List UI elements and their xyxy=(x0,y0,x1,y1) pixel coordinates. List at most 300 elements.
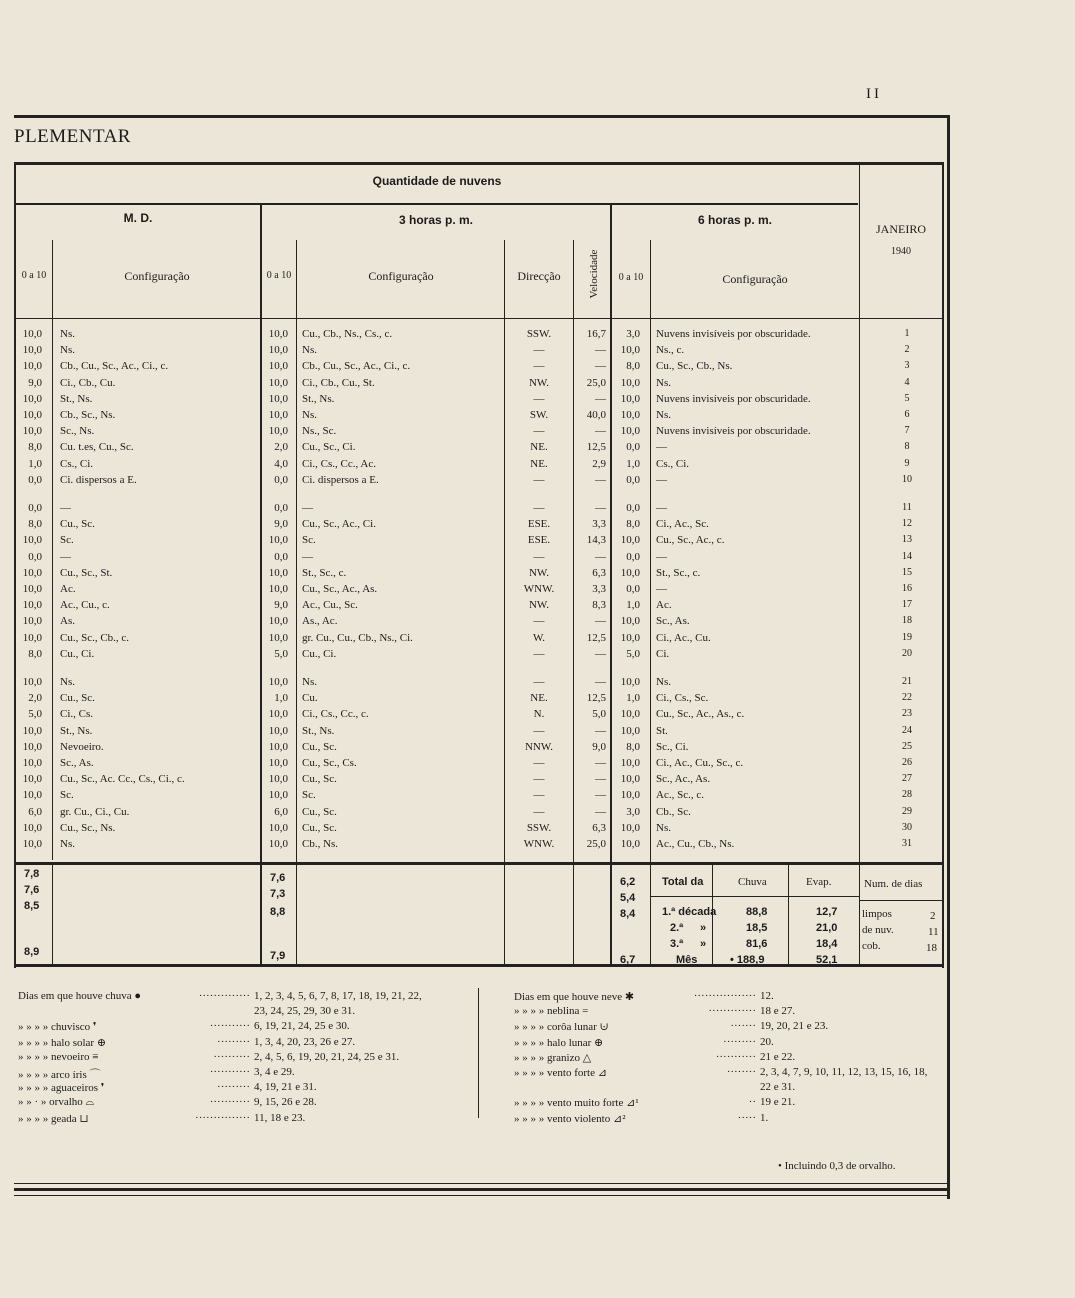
sum-6h-2: 5,4 xyxy=(620,892,636,904)
cell-a: 0,0 xyxy=(28,550,42,563)
cell-e: — xyxy=(533,473,545,486)
table-row xyxy=(14,599,934,615)
cell-h: Cb., Sc. xyxy=(656,805,691,818)
limpos-value: 2 xyxy=(930,910,936,922)
cell-d: Cu., Ci. xyxy=(302,647,337,660)
cell-a: 10,0 xyxy=(22,328,42,340)
cell-f: 3,3 xyxy=(592,583,606,595)
sum-chuva-3: 81,6 xyxy=(746,938,768,950)
cell-i: 4 xyxy=(904,376,910,388)
cell-d: Ac., Cu., Sc. xyxy=(302,599,358,612)
footer-value: 20. xyxy=(760,1035,774,1048)
cell-d: — xyxy=(302,550,313,563)
cell-d: Cu., Sc. xyxy=(302,805,337,818)
cell-e: — xyxy=(533,724,545,737)
cell-f: 8,3 xyxy=(592,599,606,612)
cell-a: 0,0 xyxy=(28,502,42,514)
cell-h: St. xyxy=(656,724,668,737)
cell-f: 6,3 xyxy=(592,566,606,579)
footer-value: 1. xyxy=(760,1111,769,1124)
footer-value: 3, 4 e 29. xyxy=(254,1066,295,1078)
cell-h: Cu., Sc., Ac., As., c. xyxy=(656,708,745,721)
cell-h: Ns. xyxy=(656,676,671,688)
cell-d: Ci., Cs., Cc., c. xyxy=(302,708,369,721)
cell-e: — xyxy=(533,344,545,357)
cell-d: Cu., Sc., Cs. xyxy=(302,757,357,769)
footer-label: » » » » geada ⊔ xyxy=(18,1112,89,1125)
table-row xyxy=(14,692,934,708)
sum-3h-4: 7,9 xyxy=(270,950,286,962)
sum-evap-2: 21,0 xyxy=(816,922,838,934)
de-nuv-value: 11 xyxy=(928,926,939,938)
cell-e: — xyxy=(533,647,545,660)
cell-c: 0,0 xyxy=(274,473,288,486)
cell-e: — xyxy=(533,805,545,818)
footer-dots: ··········· xyxy=(209,1020,250,1033)
header-3h: 3 horas p. m. xyxy=(398,213,474,227)
cell-h: Ci., Cs., Sc. xyxy=(656,692,709,705)
footer-value: 11, 18 e 23. xyxy=(254,1111,306,1124)
cell-a: 10,0 xyxy=(22,757,42,769)
header-scale-3h: 0 a 10 xyxy=(266,270,292,281)
footer-value: 19 e 21. xyxy=(760,1096,796,1109)
cell-d: Ci., Cb., Cu., St. xyxy=(302,376,375,389)
cell-h: Ac., Cu., Cb., Ns. xyxy=(656,838,735,850)
sum-evap-4: 52,1 xyxy=(816,954,838,966)
cell-b: Cu., Sc., Cb., c. xyxy=(60,631,130,644)
header-6h: 6 horas p. m. xyxy=(697,213,773,227)
cell-d: Cu., Sc., Ci. xyxy=(302,441,356,454)
cell-c: 10,0 xyxy=(268,409,288,421)
cell-h: Cu., Sc., Cb., Ns. xyxy=(656,360,733,373)
cell-c: 2,0 xyxy=(274,441,288,454)
cell-c: 9,0 xyxy=(274,518,288,531)
cell-i: 1 xyxy=(904,328,910,339)
cell-a: 10,0 xyxy=(22,838,42,850)
table-row xyxy=(14,474,934,490)
cell-e: ESE. xyxy=(527,518,551,531)
cell-f: 14,3 xyxy=(586,534,606,547)
cell-a: 2,0 xyxy=(28,692,42,705)
footer-value: 18 e 27. xyxy=(760,1005,796,1018)
cell-c: 10,0 xyxy=(268,344,288,357)
header-scale-6h: 0 a 10 xyxy=(618,272,644,283)
cell-e: NE. xyxy=(530,692,548,705)
cell-b: Ns. xyxy=(60,838,75,850)
sum-chuva-1: 88,8 xyxy=(746,906,768,918)
table-row xyxy=(14,725,934,741)
cell-c: 10,0 xyxy=(268,534,288,547)
cell-d: Sc. xyxy=(302,534,316,547)
limpos-label: limpos xyxy=(862,908,892,920)
sum-md-1: 7,8 xyxy=(24,868,40,880)
table-row xyxy=(14,567,934,583)
cell-e: — xyxy=(533,550,545,563)
cell-c: 10,0 xyxy=(268,566,288,579)
cell-b: As. xyxy=(60,615,75,628)
table-row xyxy=(14,583,934,599)
table-row xyxy=(14,458,934,474)
cell-h: Nuvens invisíveis por obscuridade. xyxy=(656,328,811,340)
cell-a: 10,0 xyxy=(22,534,42,547)
cell-i: 30 xyxy=(902,821,912,833)
footer-dots: ··········· xyxy=(209,1066,250,1078)
cell-g: 8,0 xyxy=(626,360,640,373)
cell-g: 10,0 xyxy=(620,838,640,850)
cell-i: 28 xyxy=(902,789,912,801)
cell-h: Ci. xyxy=(656,647,670,660)
cell-d: Ns. xyxy=(302,676,317,688)
header-velocity: Velocidade xyxy=(588,249,600,299)
cell-g: 0,0 xyxy=(626,502,640,514)
sum-sep-md xyxy=(52,865,53,965)
table-row xyxy=(14,328,934,344)
cell-d: Ci. dispersos a E. xyxy=(302,473,379,486)
cell-f: — xyxy=(595,724,606,737)
cell-b: Cu., Sc., Ns. xyxy=(60,821,116,834)
cell-i: 13 xyxy=(902,534,912,546)
cell-d: gr. Cu., Cu., Cb., Ns., Ci. xyxy=(302,631,413,644)
footer-label: » » » » aguaceiros ❜ xyxy=(18,1082,105,1095)
cell-f: — xyxy=(595,502,606,514)
cell-c: 10,0 xyxy=(268,376,288,389)
footer-dots: ·········· xyxy=(213,1050,250,1063)
cell-h: Ns., c. xyxy=(656,344,685,357)
cell-i: 29 xyxy=(902,805,912,817)
sum-3h-3: 8,8 xyxy=(270,906,286,918)
cell-f: — xyxy=(595,647,606,660)
cell-g: 0,0 xyxy=(626,441,640,454)
cell-g: 10,0 xyxy=(620,724,640,737)
cell-b: Cb., Cu., Sc., Ac., Ci., c. xyxy=(60,360,169,373)
cell-i: 23 xyxy=(902,708,912,720)
cell-h: Ns. xyxy=(656,409,671,421)
cell-g: 0,0 xyxy=(626,550,640,563)
cell-a: 8,0 xyxy=(28,647,42,660)
footer-dots: ············· xyxy=(708,1005,756,1018)
cell-d: Cu., Sc., Ac., As. xyxy=(302,583,378,595)
table-row xyxy=(14,615,934,631)
cell-h: Sc., Ac., As. xyxy=(656,773,711,786)
sum-6h-4: 6,7 xyxy=(620,954,636,966)
cell-i: 18 xyxy=(902,615,912,627)
table-row xyxy=(14,757,934,773)
table-row xyxy=(14,789,934,805)
cell-e: NE. xyxy=(530,441,548,454)
footer-label: » » » » corôa lunar ⊍ xyxy=(514,1021,609,1034)
sum-dec2-mark: » xyxy=(700,922,707,934)
cell-f: 3,3 xyxy=(592,518,606,531)
cell-b: Cu., Sc. xyxy=(60,692,95,705)
header-year: 1940 xyxy=(891,246,911,257)
cell-i: 20 xyxy=(902,647,912,659)
footer-value: 1, 2, 3, 4, 5, 6, 7, 8, 17, 18, 19, 21, 22, xyxy=(254,990,422,1002)
table-right xyxy=(942,162,944,968)
footer-value: 21 e 22. xyxy=(760,1050,796,1063)
cell-f: — xyxy=(595,392,606,405)
num-dias-label: Num. de dias xyxy=(864,878,923,890)
cell-a: 10,0 xyxy=(22,344,42,357)
cell-g: 8,0 xyxy=(626,518,640,531)
cell-a: 10,0 xyxy=(22,724,42,737)
cell-b: St., Ns. xyxy=(60,392,93,405)
sum-sep-chuva xyxy=(788,865,789,965)
cell-f: — xyxy=(595,805,606,818)
cell-e: W. xyxy=(532,631,546,644)
footer-value: 4, 19, 21 e 31. xyxy=(254,1081,317,1094)
sum-md-4: 8,9 xyxy=(24,946,40,958)
table-row xyxy=(14,551,934,567)
cell-b: — xyxy=(60,502,71,514)
cell-b: Ns. xyxy=(60,676,75,688)
cell-b: Ns. xyxy=(60,328,75,340)
cell-f: — xyxy=(595,473,606,486)
cell-h: Ns. xyxy=(656,376,671,389)
footer-value: 23, 24, 25, 29, 30 e 31. xyxy=(254,1005,356,1018)
frame-bottom-thin xyxy=(14,1183,950,1184)
cell-e: — xyxy=(533,392,545,405)
cell-b: Cu., Sc., Ac. Cc., Cs., Ci., c. xyxy=(60,773,185,786)
cell-h: St., Sc., c. xyxy=(656,566,701,579)
table-row xyxy=(14,518,934,534)
table-row xyxy=(14,393,934,409)
cell-c: 9,0 xyxy=(274,599,288,612)
cell-a: 0,0 xyxy=(28,473,42,486)
cell-c: 10,0 xyxy=(268,757,288,769)
cell-g: 10,0 xyxy=(620,631,640,644)
cell-g: 5,0 xyxy=(626,647,640,660)
cell-a: 10,0 xyxy=(22,360,42,373)
cell-f: 25,0 xyxy=(586,838,606,850)
sum-6h-1: 6,2 xyxy=(620,876,636,888)
cell-e: WNW. xyxy=(523,583,555,595)
cell-g: 10,0 xyxy=(620,708,640,721)
cell-a: 10,0 xyxy=(22,566,42,579)
header-config-md: Configuração xyxy=(124,269,190,283)
table-bottom xyxy=(14,964,944,967)
cell-f: 40,0 xyxy=(586,409,606,421)
cell-i: 12 xyxy=(902,518,912,530)
cell-f: — xyxy=(595,676,606,688)
footer-dots: ··········· xyxy=(209,1096,250,1109)
footer-value: 1, 3, 4, 20, 23, 26 e 27. xyxy=(254,1035,356,1048)
page-number: II xyxy=(866,86,882,102)
cell-i: 6 xyxy=(904,409,910,420)
cell-c: 4,0 xyxy=(274,457,288,470)
cell-a: 10,0 xyxy=(22,676,42,688)
footer-dots: ······· xyxy=(730,1020,756,1033)
footer-dots: ········ xyxy=(726,1066,756,1078)
cell-a: 10,0 xyxy=(22,599,42,612)
cell-h: Nuvens invisíveis por obscuridade. xyxy=(656,392,811,405)
cell-e: — xyxy=(533,789,545,802)
cell-c: 10,0 xyxy=(268,392,288,405)
cob-value: 18 xyxy=(926,942,937,954)
cell-c: 0,0 xyxy=(274,502,288,514)
cell-g: 10,0 xyxy=(620,821,640,834)
cell-f: 6,3 xyxy=(592,821,606,834)
table-row xyxy=(14,741,934,757)
footer-dots: ····· xyxy=(737,1111,756,1124)
cell-i: 9 xyxy=(904,457,910,469)
cell-a: 10,0 xyxy=(22,821,42,834)
cell-g: 3,0 xyxy=(626,805,640,818)
cell-h: Cs., Ci. xyxy=(656,457,690,470)
cell-b: Sc., Ns. xyxy=(60,425,95,438)
cell-a: 8,0 xyxy=(28,441,42,454)
header-line-1 xyxy=(16,203,858,205)
cell-f: 12,5 xyxy=(586,441,606,454)
cell-g: 1,0 xyxy=(626,599,640,612)
cell-a: 10,0 xyxy=(22,392,42,405)
cell-i: 17 xyxy=(902,599,912,611)
cell-h: Sc., As. xyxy=(656,615,690,628)
cell-i: 7 xyxy=(904,425,910,437)
de-nuv-label: de nuv. xyxy=(862,924,894,936)
cell-c: 10,0 xyxy=(268,615,288,628)
table-row xyxy=(14,676,934,692)
header-config-3h: Configuração xyxy=(368,269,434,283)
cell-d: Cb., Ns. xyxy=(302,838,339,850)
cell-a: 10,0 xyxy=(22,789,42,802)
header-md: M. D. xyxy=(123,211,153,225)
cell-i: 11 xyxy=(902,502,912,513)
cob-label: cob. xyxy=(862,940,881,952)
sum-6h-3: 8,4 xyxy=(620,908,636,920)
cell-c: 10,0 xyxy=(268,708,288,721)
sum-chuva-4: • 188,9 xyxy=(730,954,765,966)
cell-a: 8,0 xyxy=(28,518,42,531)
cell-e: — xyxy=(533,360,545,373)
cell-g: 0,0 xyxy=(626,473,640,486)
cell-a: 10,0 xyxy=(22,631,42,644)
sum-dec2: 2.ª xyxy=(670,922,684,934)
cell-g: 10,0 xyxy=(620,757,640,769)
cell-c: 10,0 xyxy=(268,676,288,688)
table-row xyxy=(14,822,934,838)
table-row xyxy=(14,773,934,789)
footer-value: 22 e 31. xyxy=(760,1081,796,1094)
cell-e: N. xyxy=(533,708,545,721)
footer-label: Dias em que houve chuva ● xyxy=(18,990,142,1002)
header-line-2 xyxy=(16,318,942,319)
cell-g: 3,0 xyxy=(626,328,640,340)
table-row xyxy=(14,441,934,457)
sum-total-label: Total da xyxy=(662,876,704,888)
cell-e: ESE. xyxy=(527,534,551,547)
sum-dec3-mark: » xyxy=(700,938,707,950)
cell-i: 16 xyxy=(902,583,912,594)
cell-d: Ns. xyxy=(302,344,317,357)
cell-e: NW. xyxy=(528,566,550,579)
cell-e: NW. xyxy=(528,599,550,612)
cell-a: 10,0 xyxy=(22,615,42,628)
sum-evap-label: Evap. xyxy=(806,876,832,888)
cell-d: Cb., Cu., Sc., Ac., Ci., c. xyxy=(302,360,411,373)
cell-c: 10,0 xyxy=(268,425,288,438)
sum-evap-3: 18,4 xyxy=(816,938,838,950)
cell-i: 19 xyxy=(902,631,912,643)
cell-a: 10,0 xyxy=(22,773,42,786)
cell-h: Sc., Ci. xyxy=(656,740,689,753)
cell-b: Sc. xyxy=(60,789,74,802)
table-row xyxy=(14,360,934,376)
cell-f: — xyxy=(595,789,606,802)
cell-g: 10,0 xyxy=(620,676,640,688)
sum-dec1: 1.ª década xyxy=(662,906,717,918)
cell-f: — xyxy=(595,344,606,357)
footer-value: 9, 15, 26 e 28. xyxy=(254,1096,317,1109)
footer-value: 19, 20, 21 e 23. xyxy=(760,1020,829,1033)
cell-f: — xyxy=(595,757,606,769)
sum-chuva-2: 18,5 xyxy=(746,922,768,934)
cell-i: 21 xyxy=(902,676,912,687)
cell-b: Ci. dispersos a E. xyxy=(60,473,137,486)
cell-b: St., Ns. xyxy=(60,724,93,737)
cell-d: Ns. xyxy=(302,409,317,421)
cell-d: Cu., Sc. xyxy=(302,773,337,786)
cell-i: 2 xyxy=(904,344,910,356)
cell-i: 10 xyxy=(902,473,912,485)
cell-i: 24 xyxy=(902,724,912,736)
frame-right xyxy=(947,115,950,1199)
cell-g: 10,0 xyxy=(620,344,640,357)
cell-c: 10,0 xyxy=(268,724,288,737)
cell-d: As., Ac. xyxy=(302,615,338,628)
cell-a: 10,0 xyxy=(22,583,42,595)
footer-value: 12. xyxy=(760,990,774,1002)
cell-b: Cs., Ci. xyxy=(60,457,94,470)
cell-f: — xyxy=(595,773,606,786)
cell-f: 12,5 xyxy=(586,631,606,644)
cell-e: — xyxy=(533,773,545,786)
cell-a: 10,0 xyxy=(22,425,42,438)
cell-d: — xyxy=(302,502,313,514)
cell-c: 10,0 xyxy=(268,631,288,644)
cell-c: 1,0 xyxy=(274,692,288,705)
sum-3h-1: 7,6 xyxy=(270,872,286,884)
cell-d: St., Ns. xyxy=(302,724,335,737)
cell-i: 27 xyxy=(902,773,912,785)
summary-line xyxy=(16,862,942,865)
cell-i: 22 xyxy=(902,692,912,704)
cell-b: gr. Cu., Ci., Cu. xyxy=(60,805,130,818)
cell-e: — xyxy=(533,502,545,514)
cell-e: NNW. xyxy=(524,740,553,753)
table-row xyxy=(14,806,934,822)
cell-i: 31 xyxy=(902,838,912,849)
cell-b: Ac. xyxy=(60,583,76,595)
cell-f: 16,7 xyxy=(586,328,606,340)
cell-d: Ci., Cs., Cc., Ac. xyxy=(302,457,376,470)
cell-d: Cu., Cb., Ns., Cs., c. xyxy=(302,328,393,340)
footer-dots: ··········· xyxy=(715,1050,756,1063)
cell-e: SSW. xyxy=(526,821,552,834)
footer-label: » » » » granizo △ xyxy=(514,1051,592,1064)
cell-g: 10,0 xyxy=(620,425,640,438)
footer-divider xyxy=(478,988,479,1118)
footer-dots: ········· xyxy=(723,1035,756,1048)
table-row xyxy=(14,534,934,550)
cell-f: — xyxy=(595,360,606,373)
cell-c: 5,0 xyxy=(274,647,288,660)
cell-a: 1,0 xyxy=(28,457,42,470)
cell-c: 6,0 xyxy=(274,805,288,818)
cell-e: — xyxy=(533,676,545,688)
footer-label: » » » » halo solar ⊕ xyxy=(18,1036,107,1049)
cell-a: 9,0 xyxy=(28,376,42,389)
cell-h: Ci., Ac., Sc. xyxy=(656,518,709,531)
